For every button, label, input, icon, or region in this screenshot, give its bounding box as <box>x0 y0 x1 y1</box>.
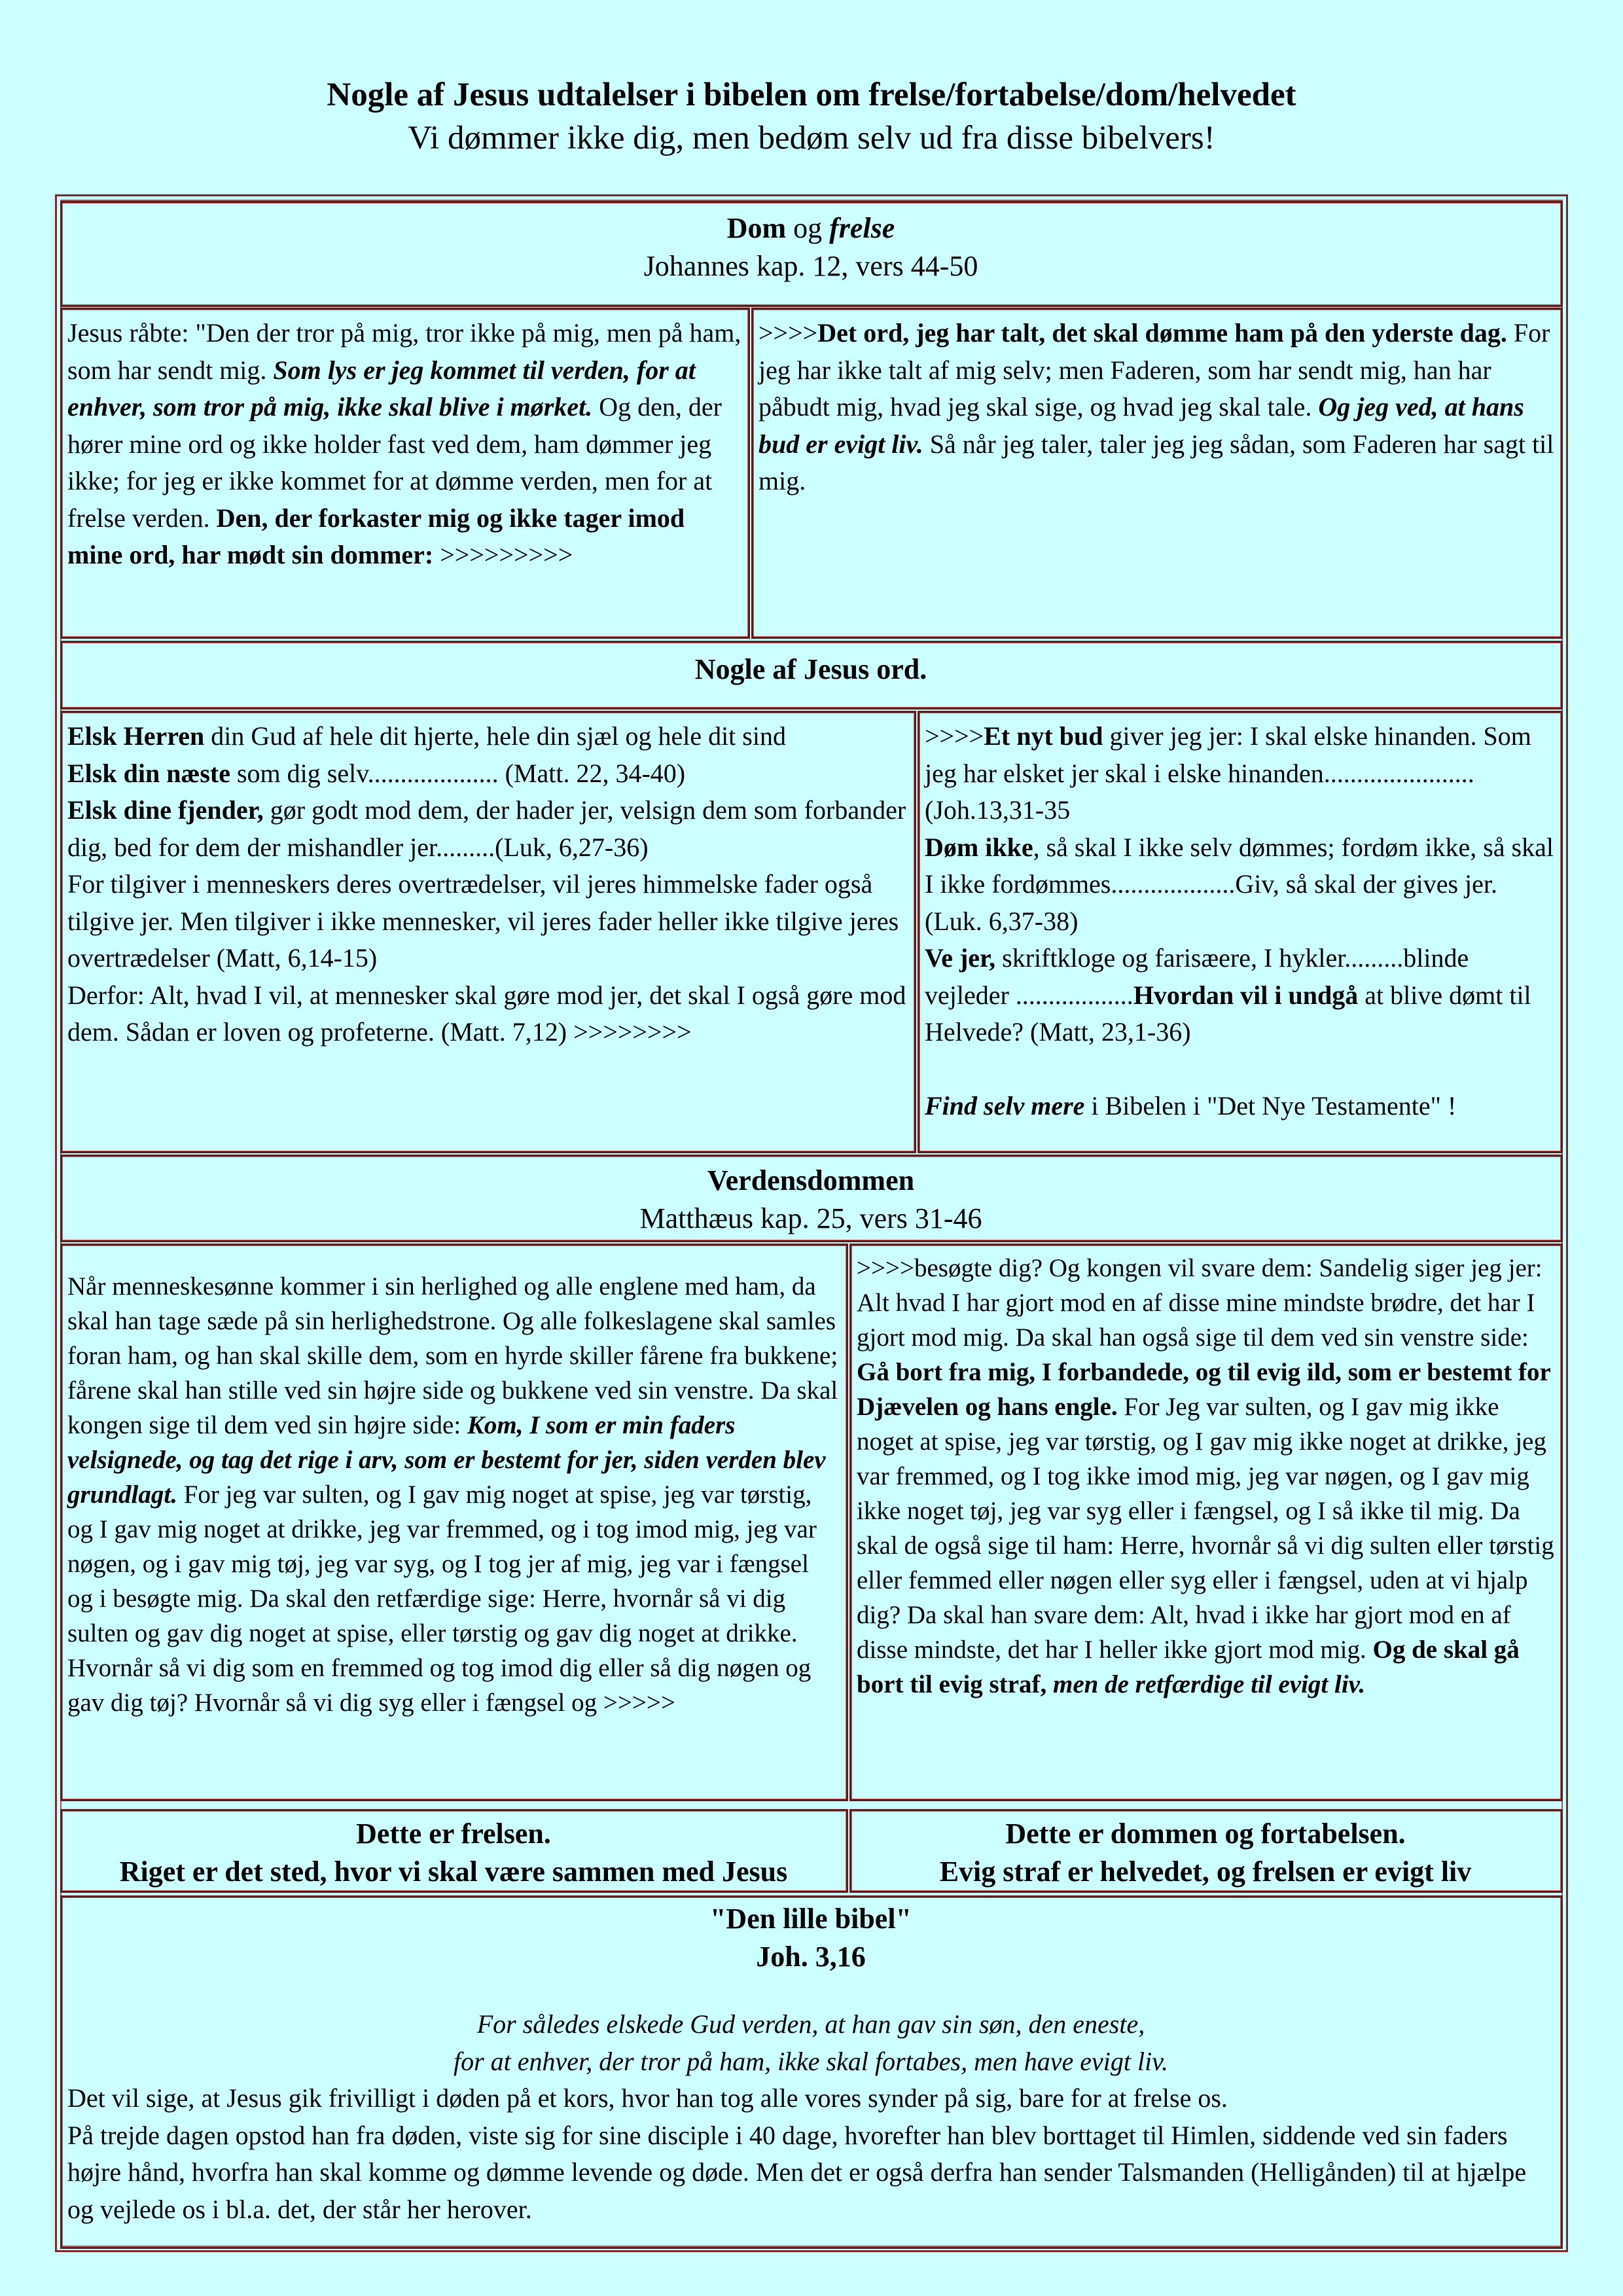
bible-paragraph: Det vil sige, at Jesus gik frivilligt i døden på et kors, hvor han tog alle vores synder på sig, bare for at frelse os. <box>67 2083 1228 2113</box>
text-segment: For jeg har ikke talt af mig selv; men Faderen, som har sendt mig, han har påbudt mig, hvad jeg skal sige, og hvad jeg skal tale. <box>758 318 1550 422</box>
text-segment: som dig selv.................... (Matt. 22, 34-40) <box>230 758 686 788</box>
summary-text: Riget er det sted, hvor vi skal være sammen med Jesus <box>119 1856 788 1888</box>
jesus-ord-left-column <box>60 711 916 1153</box>
text-segment: giver jeg jer: I skal elske hinanden. Som jeg har elsket jer skal i elske hinanden.......................(Joh.13,31-35 <box>925 721 1531 825</box>
emphasis-segment: Og de skal gå bort til evig straf, <box>857 1636 1520 1698</box>
summary-title: Dette er dommen og fortabelsen. <box>1005 1818 1406 1850</box>
text-segment: gør godt mod dem, der hader jer, velsign dem som forbander dig, bed for dem der mishandler jer.........(Luk, 6,27-36) <box>67 795 906 862</box>
bible-title: "Den lille bibel" <box>710 1903 912 1935</box>
emphasis-segment: Elsk Herren <box>67 721 205 751</box>
section-reference: Matthæus kap. 25, vers 31-46 <box>639 1202 982 1234</box>
heading-frelse: frelse <box>829 212 895 244</box>
emphasis-segment: Hvordan vil i undgå <box>1133 980 1359 1010</box>
bible-reference: Joh. 3,16 <box>756 1941 866 1973</box>
emphasis-segment: Elsk din næste <box>67 758 230 788</box>
text-segment: For jeg var sulten, og I gav mig noget at spise, jeg var tørstig, og I gav mig noget at drikke, jeg var fremmed, og i tog imod mig, jeg var nøgen, og i gav mig tøj, jeg var syg, og I tog jer af mig, jeg var i fængsel og i besøgte mig. Da skal den retfærdige sige: Herre, hvornår så vi dig sulten og gav dig noget at spise, eller tørstig og gav dig noget at drikke. Hvornår så vi dig som en fremmed og tog imod dig eller så dig nøgen og gav dig tøj? Hvornår så vi dig syg eller i fængsel og >>>>> <box>67 1480 817 1717</box>
summary-title: Dette er frelsen. <box>356 1818 551 1850</box>
emphasis-segment: men de retfærdige til evigt liv. <box>1046 1670 1366 1698</box>
bible-paragraph: På trejde dagen opstod han fra døden, viste sig for sine disciple i 40 dage, hvorefter han blev borttaget til Himlen, siddende ved sin faders højre hånd, hvorfra han skal komme og dømme levende og døde. Men det er også derfra han sender Talsmanden (Helligånden) til at hjælpe og vejlede os i bl.a. det, der står her herover. <box>67 2120 1527 2224</box>
text-segment: Jesus råbte: "Den der tror på mig, tror ikke på mig, men på ham, som har sendt mig. <box>67 318 741 385</box>
emphasis-segment: Døm ikke <box>925 832 1033 862</box>
text-segment: skriftkloge og farisæere, I hykler.........blinde vejleder .................. <box>925 943 1469 1010</box>
emphasis-segment: Gå bort fra mig, I forbandede, og til evig ild, som er bestemt for Djævelen og hans engle. <box>857 1358 1551 1421</box>
dommen-summary <box>849 1809 1563 1893</box>
text-segment: For Jeg var sulten, og I gav mig ikke noget at spise, jeg var tørstig, og I gav mig ikke noget at drikke, jeg var fremmed, og I tog ikke imod mig, jeg var nøgen, og I gav mig ikke noget tøj, jeg var syg eller i fængsel, og I så ikke til mig. Da skal de også sige til ham: Herre, hvornår så vi dig sulten eller tørstig eller femmed eller nøgen eller syg eller i fængsel, uden at vi hjalp dig? Da skal han svare dem: Alt, hvad i ikke har gjort mod en af disse mindste, det har I heller ikke gjort mod mig. <box>857 1393 1554 1664</box>
emphasis-segment: Et nyt bud <box>984 721 1103 751</box>
emphasis-segment: Find selv mere <box>925 1091 1085 1121</box>
bible-quote-line: For således elskede Gud verden, at han gav sin søn, den eneste, <box>476 2009 1145 2039</box>
summary-text: Evig straf er helvedet, og frelsen er evigt liv <box>939 1856 1472 1888</box>
emphasis-segment: Det ord, jeg har talt, det skal dømme ham på den yderste dag. <box>817 318 1507 348</box>
johannes-right-column <box>751 308 1563 639</box>
heading-dom: Dom <box>726 212 787 244</box>
verdensdommen-left-column <box>60 1244 848 1801</box>
jesus-ord-right-column <box>918 711 1563 1153</box>
section-dom-frelse-heading <box>60 201 1563 307</box>
section-verdensdommen-heading <box>60 1155 1563 1242</box>
section-jesus-ord-heading <box>60 641 1563 709</box>
page-header <box>0 73 1623 160</box>
bible-quote-line: for at enhver, der tror på ham, ikke skal fortabes, men have evigt liv. <box>454 2046 1168 2076</box>
text-segment: at blive dømt til Helvede? (Matt, 23,1-36) <box>925 980 1531 1047</box>
emphasis-segment: Elsk dine fjender, <box>67 795 264 825</box>
emphasis-segment: Ve jer, <box>925 943 996 973</box>
text-segment: , så skal I ikke selv dømmes; fordøm ikke, så skal I ikke fordømmes...................Giv, så skal der gives jer. (Luk. 6,37-38) <box>925 832 1554 936</box>
johannes-left-column <box>60 308 750 639</box>
continuation-arrows: >>>>>>>>> <box>433 540 573 569</box>
text-segment: i Bibelen i "Det Nye Testamente" ! <box>1084 1091 1457 1121</box>
text-segment: Og den, der hører mine ord og ikke holder fast ved dem, ham dømmer jeg ikke; for jeg er ikke kommet for at dømme verden, men for at frelse verden. <box>67 392 722 533</box>
emphasis-segment: Kom, I som er min faders velsignede, og tag det rige i arv, som er bestemt for jer, siden verden blev grundlagt. <box>67 1411 826 1509</box>
text-segment: Derfor: Alt, hvad I vil, at mennesker skal gøre mod jer, det skal I også gøre mod dem. Sådan er loven og profeterne. (Matt. 7,12) >>>>>>>> <box>67 980 906 1047</box>
continuation-arrows: >>>> <box>925 721 984 751</box>
continuation-arrows: >>>> <box>758 318 818 348</box>
section-title: Nogle af Jesus ord. <box>694 653 927 685</box>
text-segment: Så når jeg taler, taler jeg jeg sådan, som Faderen har sagt til mig. <box>758 429 1554 495</box>
emphasis-segment: Og jeg ved, at hans bud er evigt liv. <box>758 392 1524 459</box>
text-segment: For tilgiver i menneskers deres overtrædelser, vil jeres himmelske fader også tilgive jer. Men tilgiver i ikke mennesker, vil jeres fader heller ikke tilgive jeres overtrædelser (Matt, 6,14-15) <box>67 869 899 973</box>
page-title: Nogle af Jesus udtalelser i bibelen om frelse/fortabelse/dom/helvedet <box>327 77 1296 113</box>
text-segment: Når menneskesønne kommer i sin herlighed og alle englene med ham, da skal han tage sæde på sin herlighedstrone. Og alle folkeslagene skal samles foran ham, og han skal skille dem, som en hyrde skiller fårene fra bukkene; fårene skal han stille ved sin højre side og bukkene ved sin venstre. Da skal kongen sige til dem ved sin højre side: <box>67 1272 838 1439</box>
emphasis-segment: Den, der forkaster mig og ikke tager imod mine ord, har mødt sin dommer: <box>67 503 685 569</box>
heading-og: og <box>786 212 830 244</box>
section-title: Verdensdommen <box>707 1164 915 1196</box>
text-segment: din Gud af hele dit hjerte, hele din sjæl og hele dit sind <box>204 721 786 751</box>
verdensdommen-right-column <box>849 1244 1563 1801</box>
den-lille-bibel-section <box>60 1895 1563 2249</box>
page-subtitle: Vi dømmer ikke dig, men bedøm selv ud fra disse bibelvers! <box>408 120 1215 156</box>
heading-reference: Johannes kap. 12, vers 44-50 <box>643 250 978 282</box>
frelsen-summary <box>60 1809 848 1893</box>
text-segment: >>>>besøgte dig? Og kongen vil svare dem: Sandelig siger jeg jer: Alt hvad I har gjort mod en af disse mine mindste brødre, det har I gjort mod mig. Da skal han også sige til dem ved sin venstre side: <box>857 1254 1543 1352</box>
emphasis-segment: Som lys er jeg kommet til verden, for at enhver, som tror på mig, ikke skal blive i mørket. <box>67 355 696 422</box>
